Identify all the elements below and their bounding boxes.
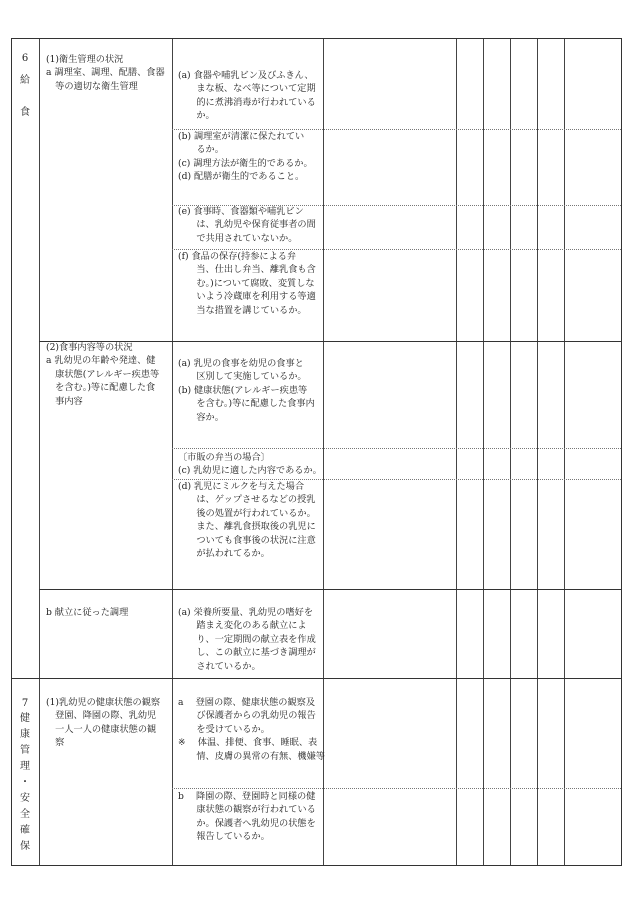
item-menu: b 献立に従った調理 xyxy=(46,607,129,618)
column-divider xyxy=(564,39,565,865)
check-point: b 降園の際、登園時と同様の健 康状態の観察が行われている か。保護者へ乳幼児の状態を 報告しているか。 xyxy=(178,791,316,843)
check-point: (f) 食品の保存(持参による弁 当、仕出し弁当、離乳食も含 む。)について腐敗、変質しな いよう冷蔵庫を利用する等適 当な措置を講じているか。 xyxy=(178,251,316,316)
row-divider xyxy=(39,589,621,590)
check-point: (a) 食器や哺乳ビン及びふきん、 まな板、なべ等について定期 的に煮沸消毒が行われている か。 xyxy=(178,70,316,122)
row-divider xyxy=(12,678,621,679)
category-7-number: 7 xyxy=(21,698,29,709)
column-divider xyxy=(456,39,457,865)
check-point: (b) 調理室が清潔に保たれてい るか。 (c) 調理方法が衛生的であるか。 (d) 配膳が衛生的であること。 xyxy=(178,131,313,183)
inspection-table xyxy=(11,38,622,866)
column-divider xyxy=(172,39,173,865)
check-point: (a) 栄養所要量、乳幼児の嗜好を 踏まえ変化のある献立によ り、一定期間の献立表を作成 し、この献立に基づき調理が されているか。 xyxy=(178,607,316,672)
check-point: (a) 乳児の食事を幼児の食事と 区別して実施しているか。 (b) 健康状態(アレルギー疾患等 を含む。)等に配慮した食事内 容か。 xyxy=(178,358,315,423)
check-point: a 登園の際、健康状態の観察及 び保護者からの乳幼児の報告 を受けているか。 ※ 体温、排便、食事、睡眠、表 情、皮膚の異常の有無、機嫌等 xyxy=(178,697,325,762)
item-meal-content: (2)食事内容等の状況 a 乳幼児の年齢や発達、健 康状態(アレルギー疾患等 を含む。)等に配慮した食 事内容 xyxy=(46,342,160,407)
column-divider xyxy=(510,39,511,865)
check-point: 〔市販の弁当の場合〕 (c) 乳幼児に適した内容であるか。 xyxy=(178,452,322,477)
check-point: (d) 乳児にミルクを与えた場合 は、ゲップさせるなどの授乳 後の処置が行われているか。 また、離乳食摂取後の乳児に ついても食事後の状況に注意 が払われてるか。 xyxy=(178,481,316,560)
category-7-label: 健 康 管 理 ・ 安 全 確 保 xyxy=(20,713,30,852)
item-health-observation: (1)乳幼児の健康状態の観察 登園、降園の際、乳幼児 一人一人の健康状態の観 察 xyxy=(46,697,161,749)
row-divider xyxy=(172,448,621,449)
column-divider xyxy=(483,39,484,865)
column-divider xyxy=(39,39,40,865)
item-hygiene: (1)衛生管理の状況 a 調理室、調理、配膳、食器 等の適切な衛生管理 xyxy=(46,54,165,92)
check-point: (e) 食事時、食器類や哺乳ビン は、乳幼児や保育従事者の間 で共用されていないか。 xyxy=(178,206,316,244)
category-6-number: 6 xyxy=(21,53,29,64)
column-divider xyxy=(537,39,538,865)
row-divider xyxy=(172,788,621,789)
category-6-label: 給 食 xyxy=(20,75,30,118)
